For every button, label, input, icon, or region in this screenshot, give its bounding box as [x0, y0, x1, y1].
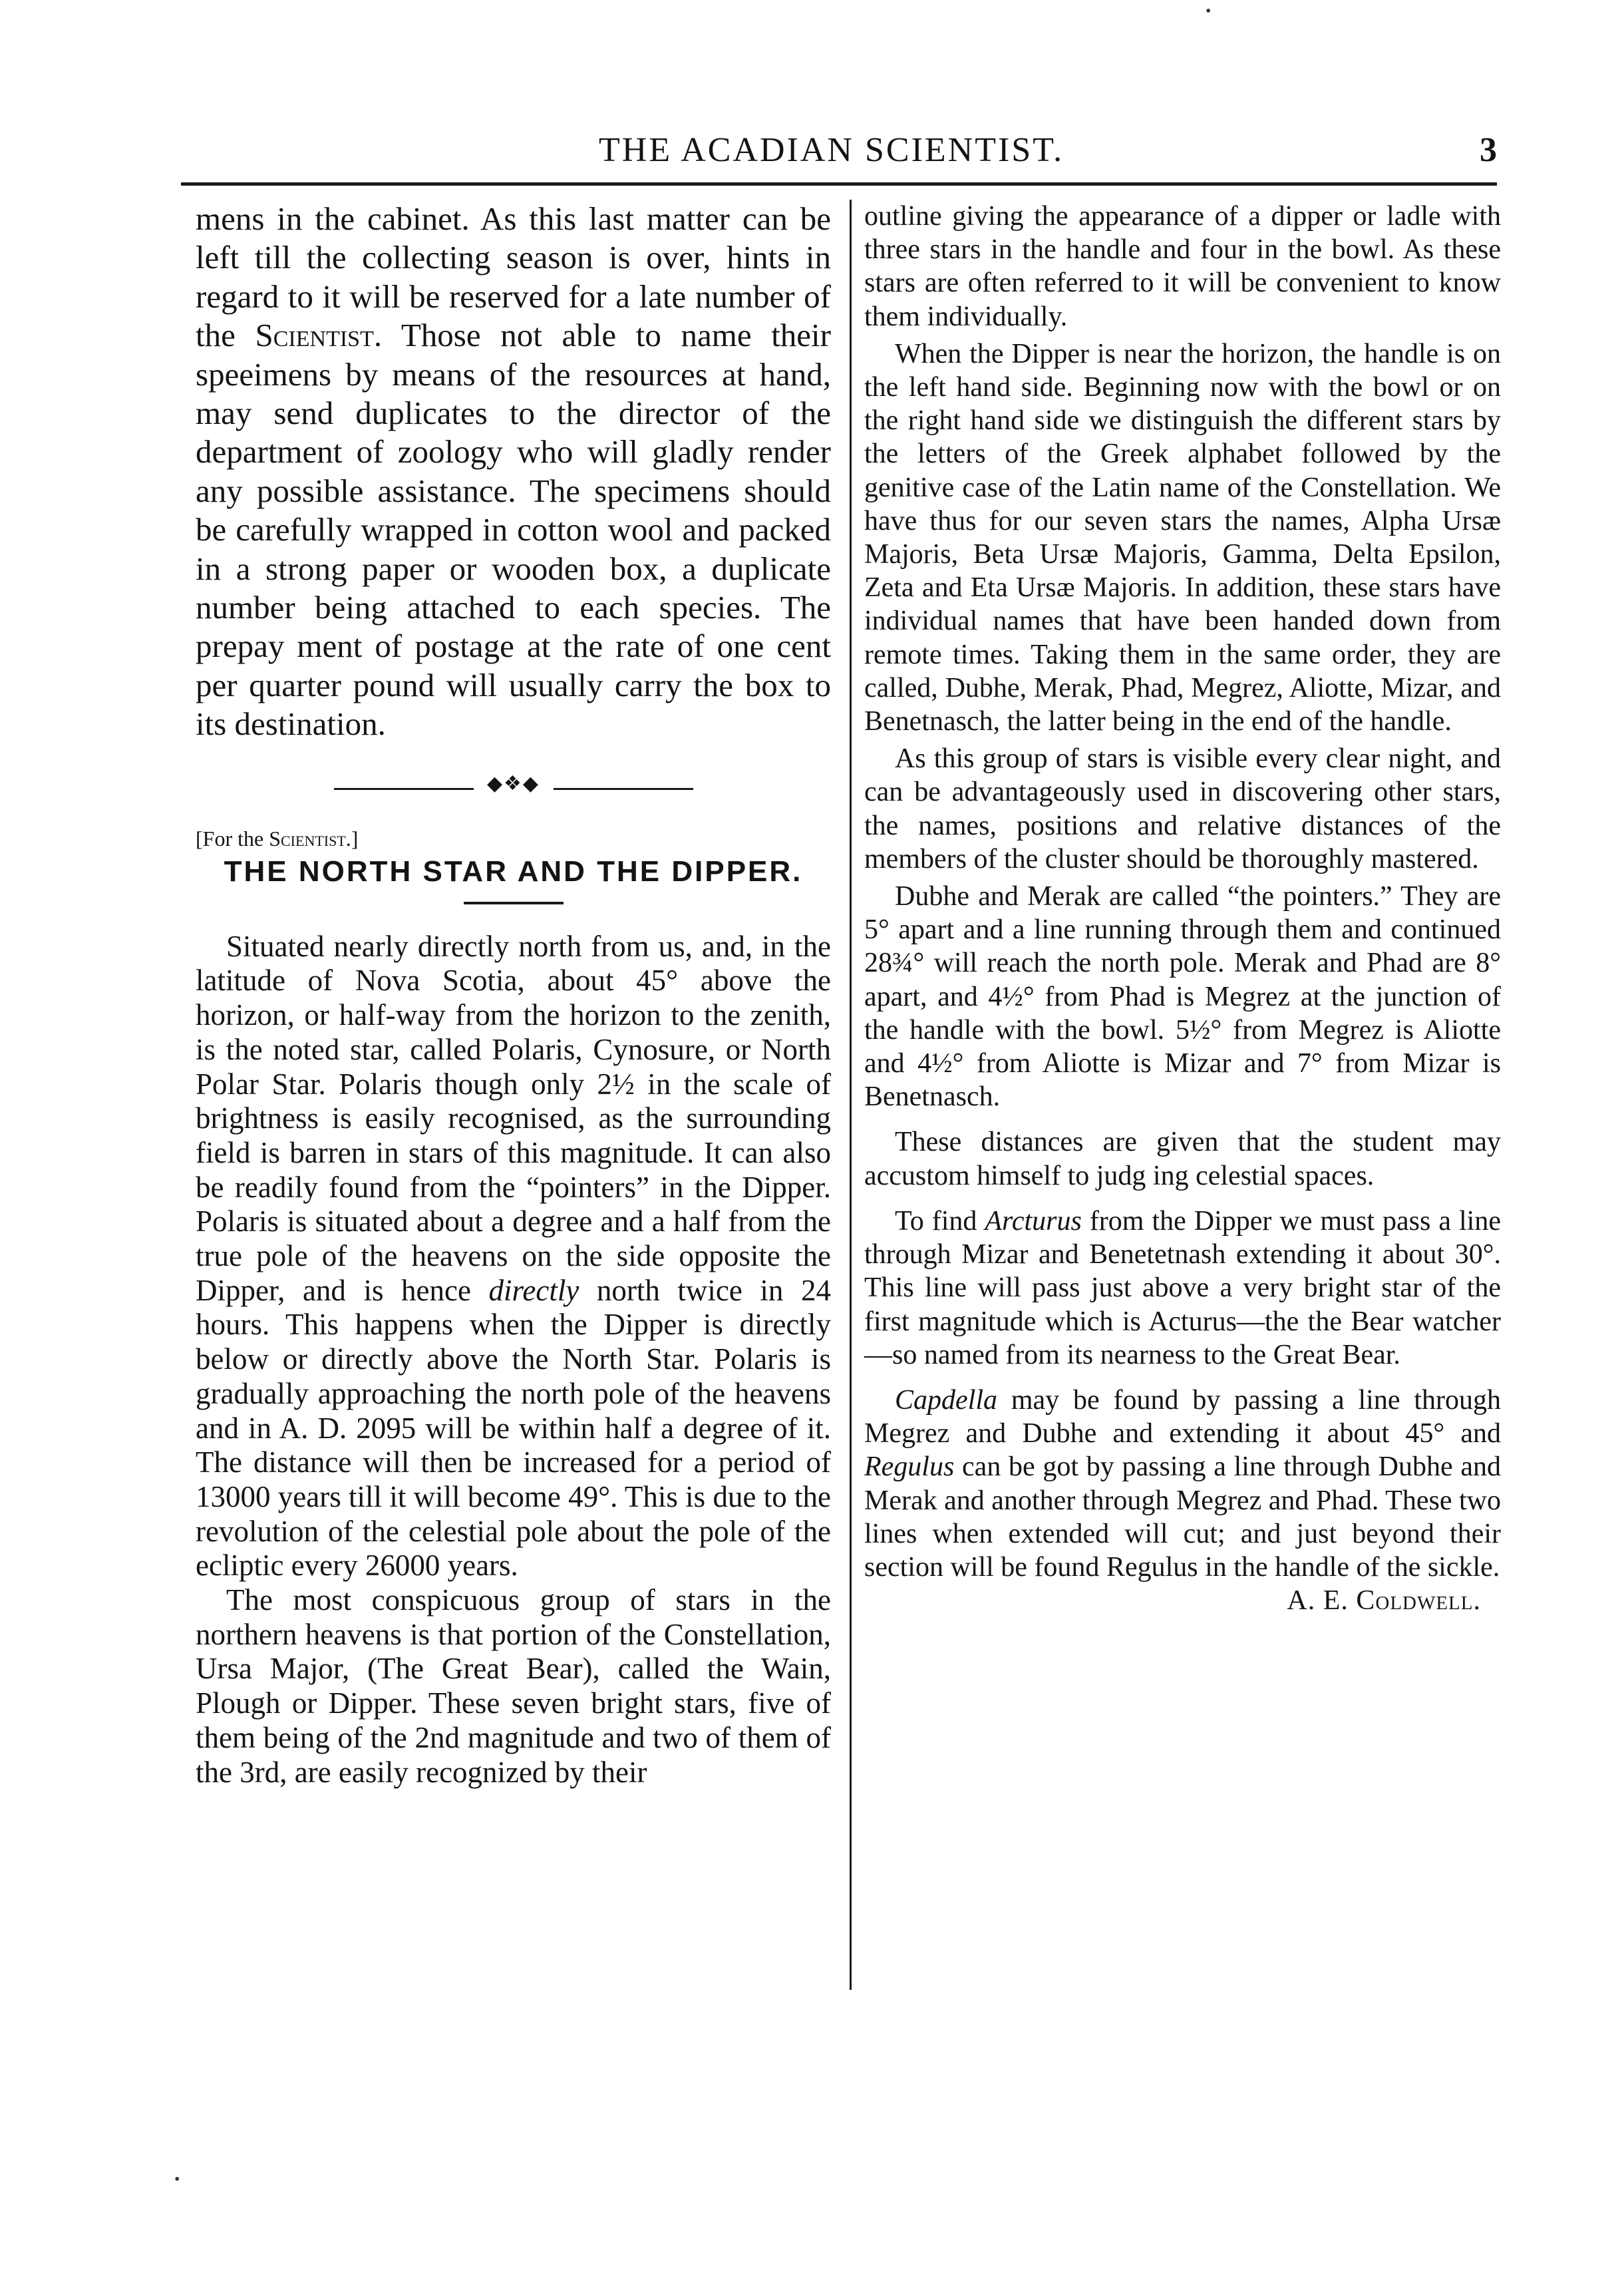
paragraph: Situated nearly directly north from us, and, in the latitude of Nova Scotia, about 45° above the horizon, or half-way from the horizon to the zenith, is the noted star, called Polaris, Cynosure, or North Polar Star. Polaris though only 2½ in the scale of brightness is easily recognised, as the surrounding field is barren in stars of this magnitude. It can also be readily found from the “pointers” in the Dipper. Polaris is situated about a degree and a half from the true pole of the heavens on the side opposite the Dipper, and is hence directly north twice in 24 hours. This happens when the Dipper is directly below or directly above the North Star. Polaris is gradually approaching the north pole of the heavens and in A. D. 2095 will be within half a degree of it. The distance will then be increased for a period of 13000 years till it will become 49°. This is due to the revolution of the celestial pole about the pole of the ecliptic every 26000 years.	[196, 929, 831, 1583]
author-signature: A. E. Coldwell.	[1287, 1585, 1481, 1617]
left-column	[196, 200, 831, 1790]
paragraph: Dubhe and Merak are called “the pointers.” They are 5° apart and a line running through them and continued 28¾° will reach the north pole. Merak and Phad are 8° apart, and 4½° from Phad is Megrez at the junction of the handle with the bowl. 5½° from Megrez is Aliotte and 4½° from Aliotte is Mizar and 7° from Mizar is Benetnasch.	[864, 881, 1501, 1113]
header-rule	[181, 182, 1497, 186]
journal-name-small-caps: Scientist	[255, 317, 374, 354]
ornament-line	[334, 788, 474, 790]
paragraph: When the Dipper is near the horizon, the handle is on the left hand side. Beginning now with the bowl or on the right hand side we distinguish the different stars by the letters of the Greek alphabet followed by the genitive case of the Latin name of the Constellation. We have thus for our seven stars the names, Alpha Ursæ Majoris, Beta Ursæ Majoris, Gamma, Delta Epsilon, Zeta and Eta Ursæ Majoris. In addition, these stars have individual names that have been handed down from remote times. Taking them in the same order, they are called, Dubhe, Merak, Phad, Megrez, Aliotte, Mizar, and Benetnasch, the latter being in the end of the handle.	[864, 338, 1501, 737]
page-number: 3	[1480, 131, 1497, 169]
right-column	[864, 200, 1501, 1617]
title-rule	[464, 902, 564, 904]
journal-title: THE ACADIAN SCIENTIST.	[599, 131, 1064, 169]
column-divider	[850, 200, 852, 1990]
running-head	[186, 130, 1497, 184]
ornament-flourish-icon: ◆❖◆	[486, 772, 540, 795]
paragraph: These distances are given that the student may accustom himself to judg ing celestial spaces.	[864, 1127, 1501, 1191]
section-ornament	[334, 772, 693, 797]
ornament-line	[554, 788, 693, 790]
paragraph: outline giving the appearance of a dipper or ladle with three stars in the handle and four in the bowl. As these stars are often referred to it will be convenient to know them individually.	[864, 201, 1501, 332]
article-credit: [For the Scientist.]	[196, 826, 359, 851]
article-title: THE NORTH STAR AND THE DIPPER.	[224, 855, 803, 888]
paragraph: To find Arcturus from the Dipper we must pass a line through Mizar and Benetetnash extending it about 30°. This line will pass just above a very bright star of the first magnitude which is Acturus—the the Bear watcher—so named from its nearness to the Great Bear.	[864, 1205, 1501, 1370]
paragraph: Capdella may be found by passing a line through Megrez and Dubhe and extending it about 45° and Regulus can be got by passing a line through Dubhe and Merak and another through Megrez and Phad. These two lines when extended will cut; and just beyond their section will be found Regulus in the handle of the sickle. A. E. Coldwell.	[864, 1384, 1501, 1584]
paragraph: The most conspicuous group of stars in the northern heavens is that portion of the Constellation, Ursa Major, (The Great Bear), called the Wain, Plough or Dipper. These seven bright stars, five of them being of the 2nd magnitude and two of them of the 3rd, are easily recognized by their	[196, 1583, 831, 1789]
paragraph: mens in the cabinet. As this last matter can be left till the collecting season is over, hints in regard to it will be reserved for a late number of the Scientist. Those not able to name their speeimens by means of the resources at hand, may send duplicates to the director of the department of zoology who will gladly render any possible assistance. The specimens should be carefully wrapped in cotton wool and packed in a strong paper or wooden box, a duplicate number being attached to each species. The prepay ment of postage at the rate of one cent per quarter pound will usually carry the box to its destination.	[196, 200, 831, 743]
paragraph: As this group of stars is visible every clear night, and can be advantageously used in discovering other stars, the names, positions and relative distances of the members of the cluster should be thoroughly mastered.	[864, 743, 1501, 874]
print-speck: •	[1206, 3, 1212, 20]
print-speck: •	[174, 2171, 180, 2188]
